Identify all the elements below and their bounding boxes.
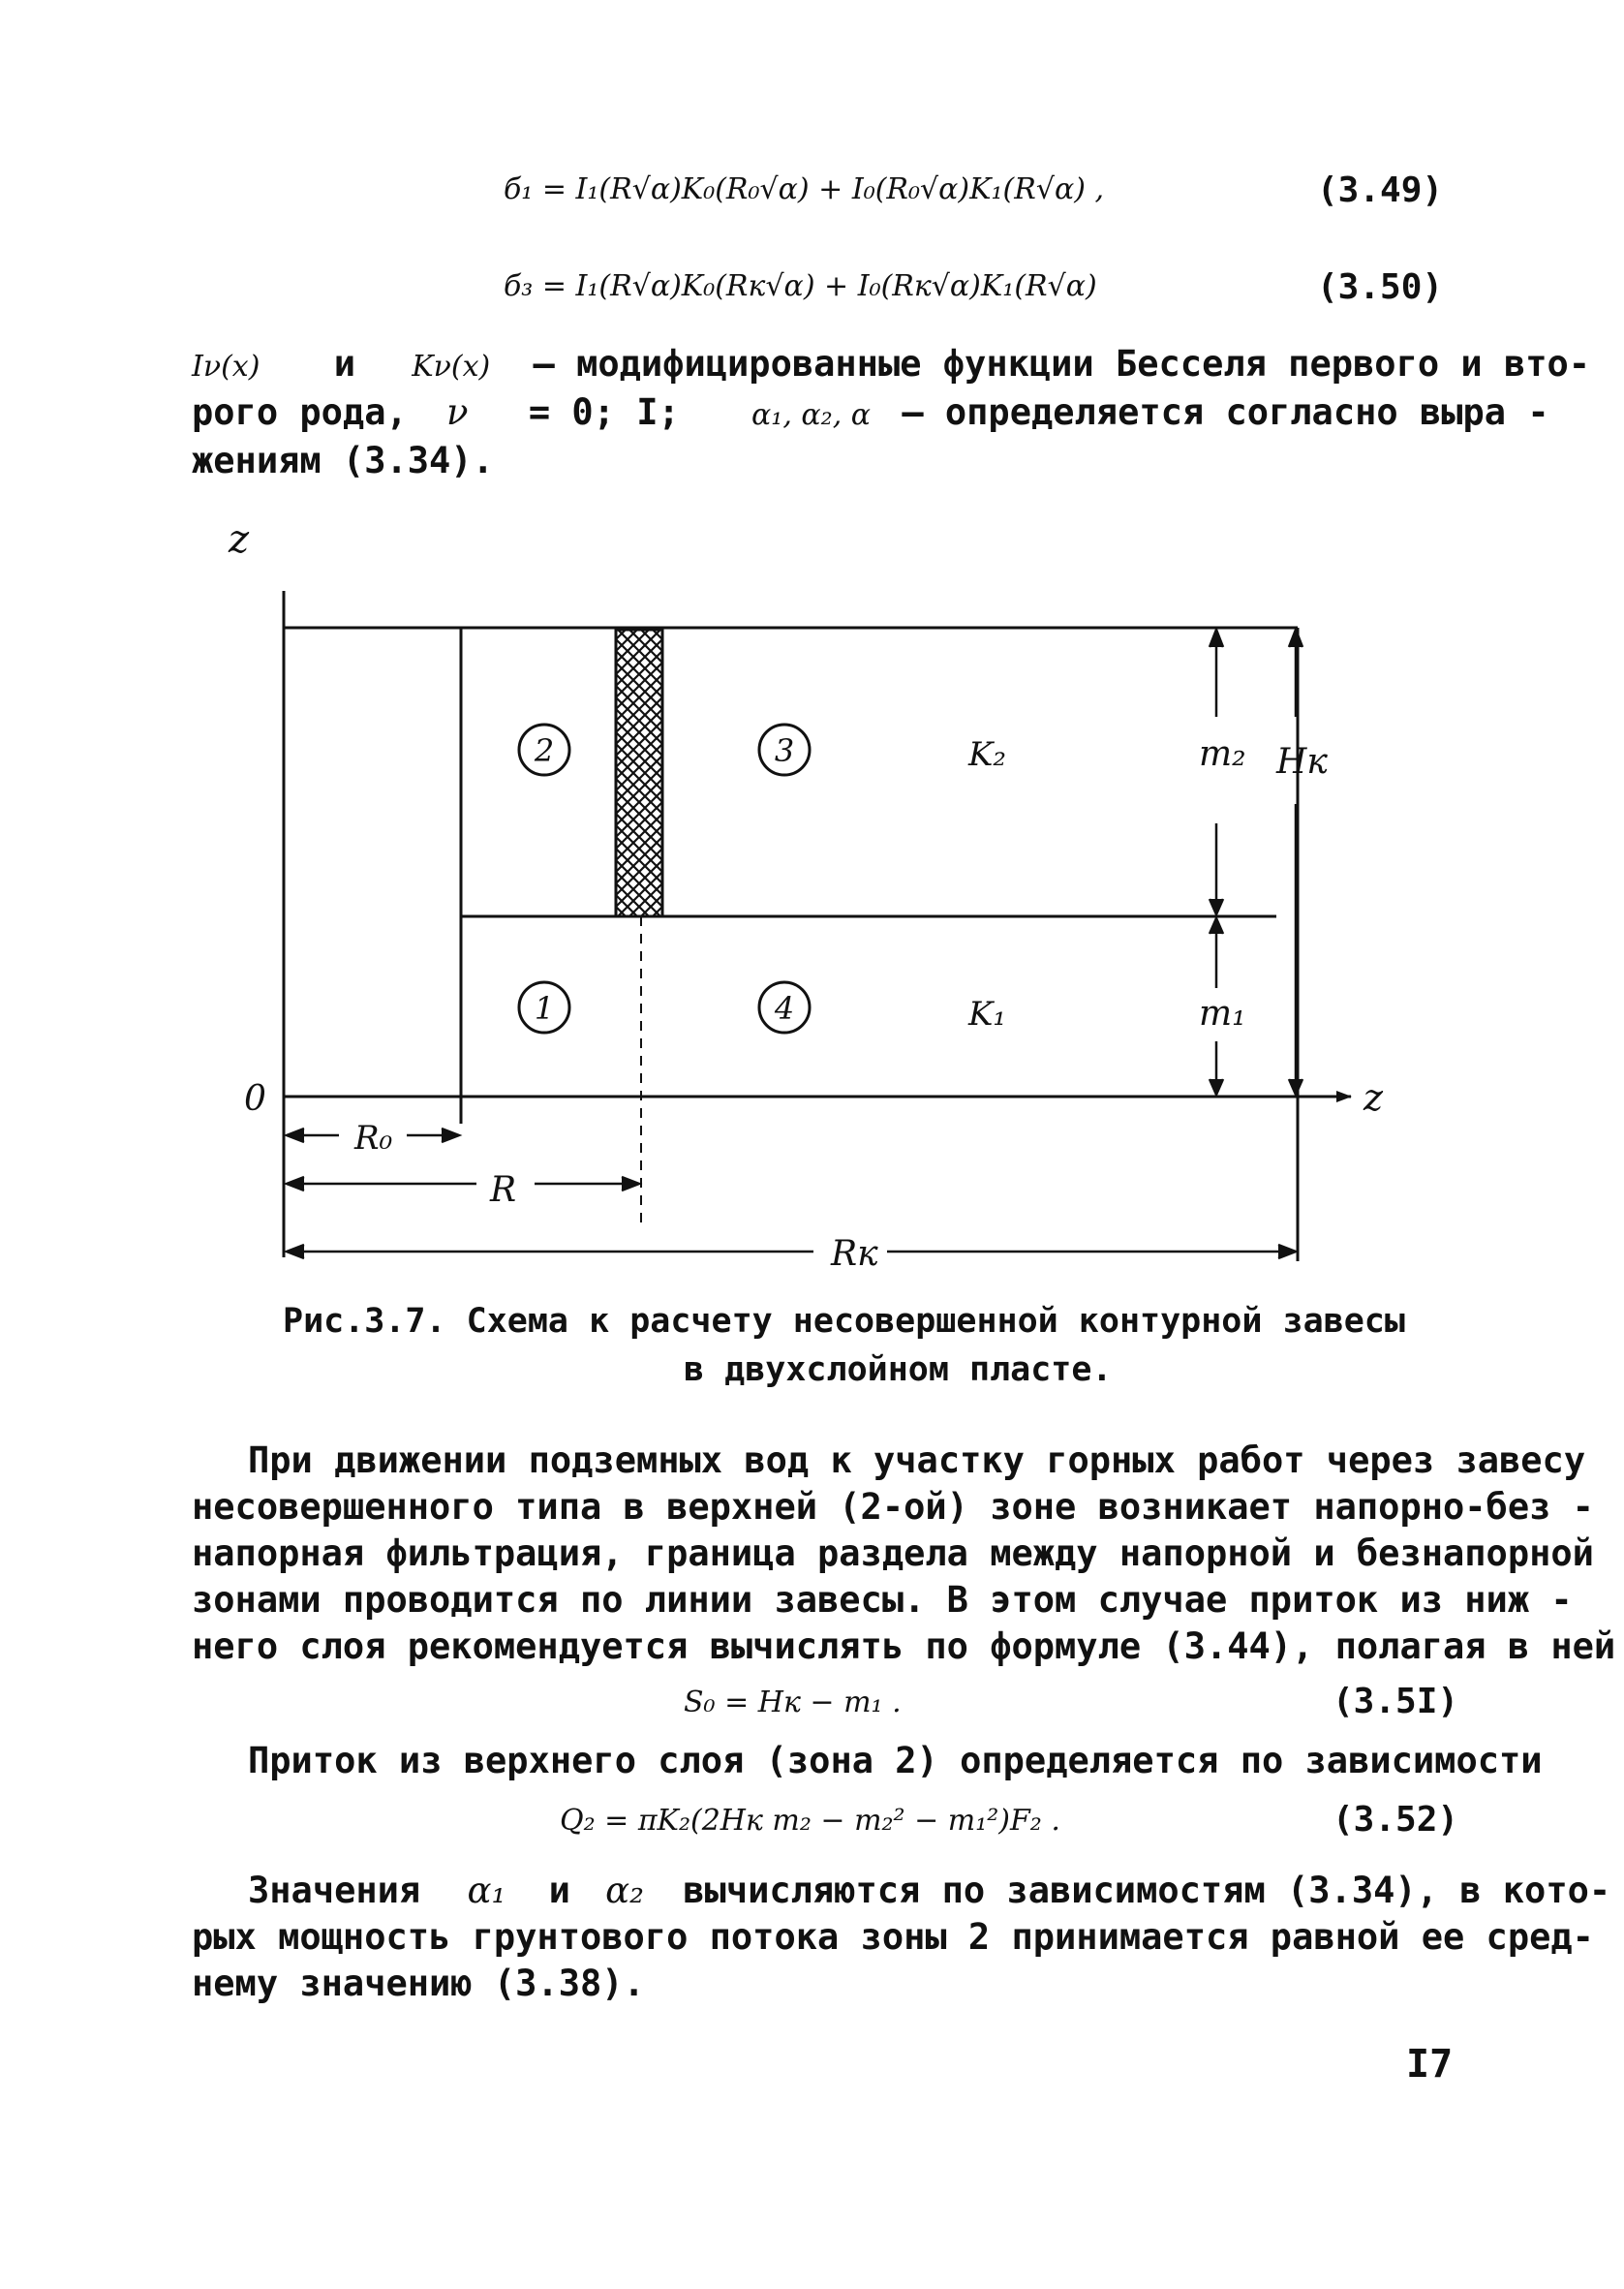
figure-caption-line-1: Рис.3.7. Схема к расчету несовершенной контурной завесы <box>283 1302 1405 1341</box>
equation-number-3-49: (3.49) <box>1317 170 1444 210</box>
figure-frame <box>284 591 1351 1261</box>
paragraph-3-line-1 <box>248 1870 1610 1911</box>
paragraph-2: Приток из верхнего слоя (зона 2) определяется по зависимости <box>248 1740 1543 1781</box>
formula-3-49: б₁ = I₁(R√α)K₀(R₀√α) + I₀(R₀√α)K₁(R√α) , <box>504 172 1104 206</box>
equation-number-3-51: (3.5I) <box>1333 1682 1459 1721</box>
page-number: I7 <box>1406 2042 1454 2087</box>
definition-text-2b: = 0; I; <box>528 391 680 433</box>
paragraph-1-line-1: При движении подземных вод к участку горных работ через завесу <box>248 1439 1586 1481</box>
k2-label: K₂ <box>968 735 1007 774</box>
definition-line-3: жениям (3.34). <box>192 440 494 481</box>
paragraph-1-line-4: зонами проводится по линии завесы. В этом случае приток из ниж - <box>192 1579 1573 1621</box>
curtain-hatch <box>616 630 662 916</box>
paragraph-3-text-a: Значения <box>248 1870 421 1911</box>
paragraph-3-line-2: рых мощность грунтового потока зоны 2 принимается равной ее сред- <box>192 1916 1594 1958</box>
paragraph-3-text-b: вычисляются по зависимостям (3.34), в кото- <box>683 1870 1611 1911</box>
and-word: и <box>333 343 355 385</box>
alpha-1-symbol: α₁ <box>467 1870 506 1911</box>
rk-label: Rк <box>831 1234 878 1274</box>
equation-number-3-50: (3.50) <box>1317 267 1444 307</box>
definition-text-2a: рого рода, <box>192 391 408 433</box>
axis-z-right-label: z <box>1364 1076 1384 1119</box>
r0-label: R₀ <box>354 1119 393 1158</box>
definition-text-2c: – определяется согласно выра - <box>902 391 1549 433</box>
zone-4-label: 4 <box>774 990 795 1027</box>
figure-caption-line-2: в двухслойном пласте. <box>684 1350 1113 1389</box>
origin-label: 0 <box>244 1079 266 1119</box>
axis-z-top-label: z <box>229 517 250 562</box>
paragraph-1-line-3: напорная фильтрация, граница раздела между напорной и безнапорной <box>192 1532 1594 1574</box>
nu-symbol: ν <box>446 391 469 433</box>
paragraph-3-line-3: нему значению (3.38). <box>192 1963 645 2004</box>
bessel-k-symbol: Kν(x) <box>412 350 491 384</box>
r-label: R <box>490 1170 517 1210</box>
zone-1-label: 1 <box>534 990 555 1027</box>
alpha-2-symbol: α₂ <box>605 1870 644 1911</box>
paragraph-1-line-5: него слоя рекомендуется вычислять по формуле (3.44), полагая в ней <box>192 1625 1616 1667</box>
zone-circles <box>519 725 810 1033</box>
formula-3-51: S₀ = Hк − m₁ . <box>684 1686 902 1719</box>
zone-2-label: 2 <box>534 732 555 769</box>
m1-label: m₁ <box>1199 994 1246 1034</box>
formula-3-50: б₃ = I₁(R√α)K₀(Rк√α) + I₀(Rк√α)K₁(R√α) <box>504 269 1097 303</box>
paragraph-1-line-2: несовершенного типа в верхней (2-ой) зоне возникает напорно-без - <box>192 1486 1594 1528</box>
dimension-lines <box>287 1129 1296 1258</box>
k1-label: K₁ <box>968 995 1007 1034</box>
definition-text-1: – модифицированные функции Бесселя первого и вто- <box>533 343 1591 385</box>
hk-label: Hк <box>1276 742 1328 782</box>
zone-3-label: 3 <box>774 732 795 769</box>
equation-number-3-52: (3.52) <box>1333 1800 1459 1840</box>
formula-3-52: Q₂ = πK₂(2Hк m₂ − m₂² − m₁²)F₂ . <box>560 1804 1060 1838</box>
alpha-symbols: α₁, α₂, α <box>751 398 872 432</box>
paragraph-3-and: и <box>548 1870 570 1911</box>
m2-label: m₂ <box>1199 734 1246 774</box>
bessel-i-symbol: Iν(x) <box>192 350 260 384</box>
